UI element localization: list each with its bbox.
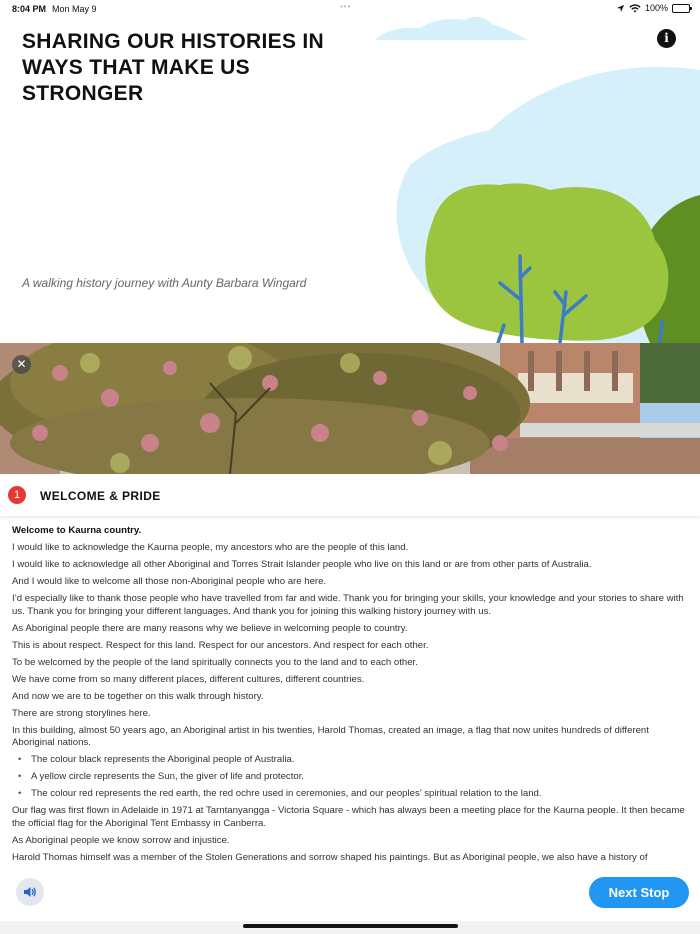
transcript-paragraph: I would like to acknowledge the Kaurna people, my ancestors who are the people of this land. xyxy=(12,542,409,553)
transcript-paragraph: And now we are to be together on this walk through history. xyxy=(12,690,264,702)
list-item: • A yellow circle represents the Sun, the giver of life and protector. xyxy=(12,771,692,784)
info-icon: i xyxy=(664,31,669,45)
speaker-icon xyxy=(23,886,37,898)
stop-transcript[interactable] xyxy=(12,525,692,863)
stop-number-badge: 1 xyxy=(8,486,26,504)
battery-percent: 100% xyxy=(644,3,668,13)
home-indicator[interactable] xyxy=(243,924,458,928)
hero-subtitle: A walking history journey with Aunty Barbara Wingard xyxy=(22,276,307,290)
transcript-paragraph: As Aboriginal people there are many reasons why we believe in welcoming people to country. xyxy=(12,622,408,634)
list-item: • The colour black represents the Aboriginal people of Australia. xyxy=(12,754,692,767)
transcript-paragraph: There are strong storylines here. xyxy=(12,707,151,719)
transcript-paragraph: Our flag was first flown in Adelaide in 1971 at Tarntanyangga - Victoria Square - which has always been a meeting place for the Kaurna people. It then became the official flag for the Aboriginal Tent Embassy in Canberra. xyxy=(12,805,685,829)
close-icon: ✕ xyxy=(16,357,27,371)
transcript-paragraph: And I would like to welcome all those non-Aboriginal people who are here. xyxy=(12,576,327,587)
transcript-paragraph: I would like to acknowledge all other Aboriginal and Torres Strait Islander people who live on this land or are from other parts of Australia. xyxy=(12,559,592,570)
page-title: SHARING OUR HISTORIES IN WAYS THAT MAKE US STRONGER xyxy=(22,30,325,105)
stop-header xyxy=(0,474,700,516)
stop-photo xyxy=(0,343,700,474)
next-stop-button[interactable]: Next Stop xyxy=(589,877,689,908)
transcript-lead: Welcome to Kaurna country. xyxy=(12,525,142,536)
flag-colour-list xyxy=(12,754,692,801)
tree-building-photo xyxy=(0,343,700,474)
transcript-paragraph: To be welcomed by the people of the land spiritually connects you to the land and to each other. xyxy=(12,656,418,668)
transcript-paragraph: As Aboriginal people we know sorrow and injustice. xyxy=(12,834,230,846)
status-date: Mon May 9 xyxy=(52,4,97,14)
hero-banner xyxy=(0,0,700,343)
stop-title: WELCOME & PRIDE xyxy=(40,489,161,503)
info-button[interactable] xyxy=(657,29,676,48)
bottom-bar xyxy=(0,864,700,921)
list-item: • The colour red represents the red earth, the red ochre used in ceremonies, and our peoples’ spiritual relation to the land. xyxy=(12,788,692,801)
audio-button[interactable] xyxy=(16,878,44,906)
transcript-paragraph: I’d especially like to thank those people who have travelled from far and wide. Thank you for bringing your skills, your knowledge and your stories to share with us. Thank you for bringing your different languages. And thank you for joining this walking history journey with us. xyxy=(12,593,684,617)
transcript-paragraph: In this building, almost 50 years ago, an Aboriginal artist in his twenties, Harold Thomas, created an image, a flag that now unites hundreds of different Aboriginal nations. xyxy=(12,724,649,748)
transcript-paragraph: This is about respect. Respect for this land. Respect for our ancestors. And respect for each other. xyxy=(12,639,429,651)
multitasking-dots-icon[interactable]: ••• xyxy=(340,2,352,11)
cloud-shape xyxy=(375,17,528,40)
bush-shape xyxy=(425,183,668,340)
transcript-paragraph: Harold Thomas himself was a member of the Stolen Generations and sorrow shaped his paintings. But as Aboriginal people, we also have a history of xyxy=(12,851,648,863)
status-time: 8:04 PM xyxy=(12,4,47,14)
transcript-paragraph: We have come from so many different places, different cultures, different countries. xyxy=(12,673,365,685)
close-button[interactable] xyxy=(12,355,31,374)
